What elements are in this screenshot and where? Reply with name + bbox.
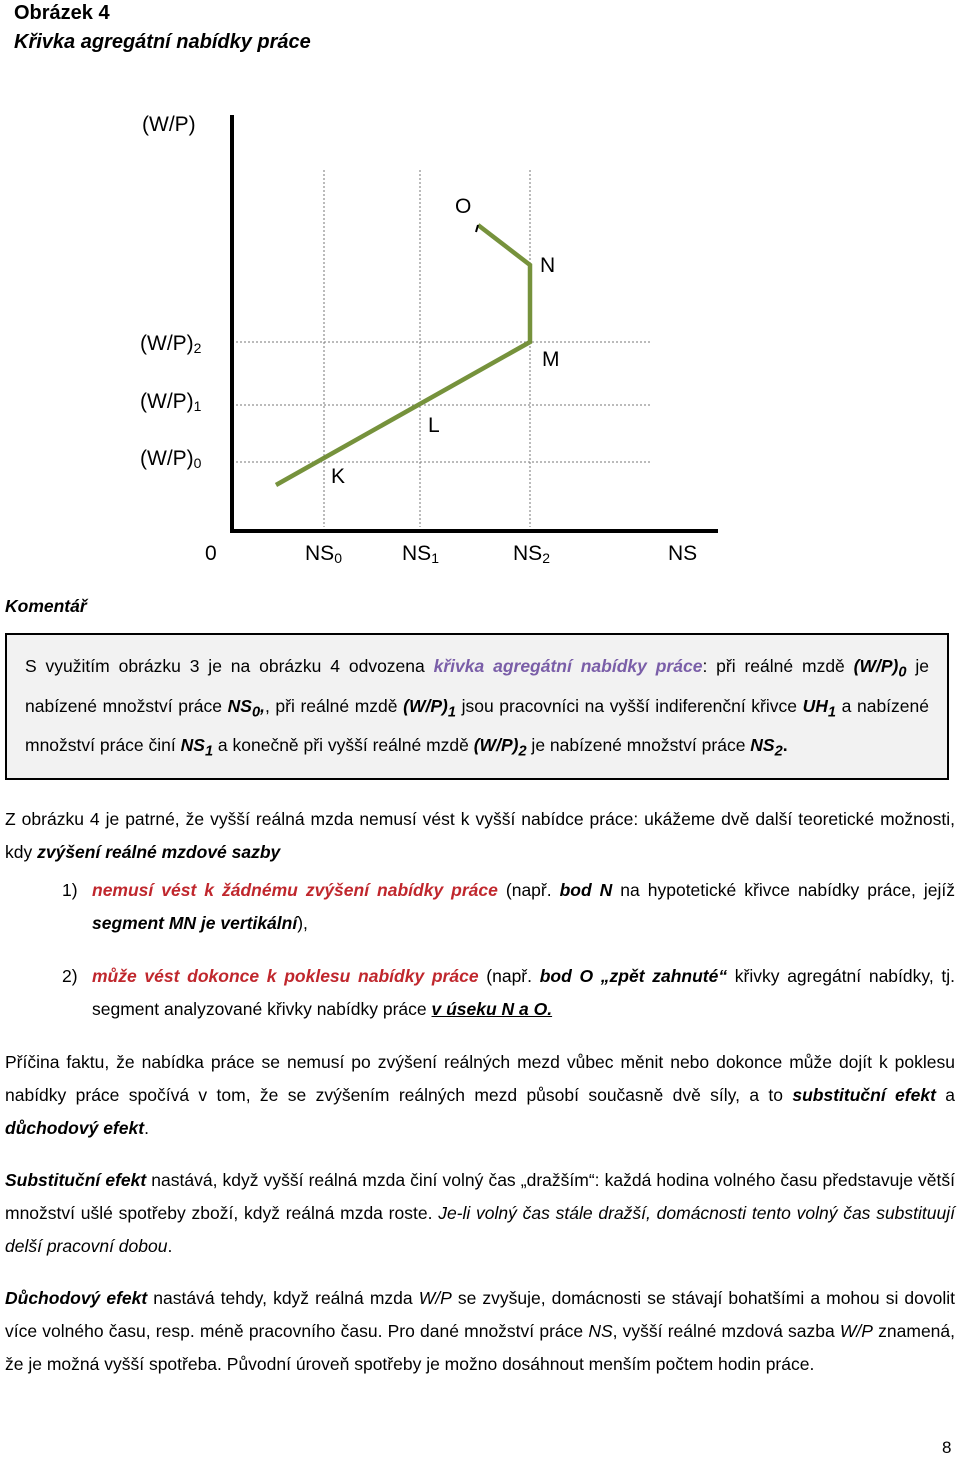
paragraph-4: Substituční efekt nastává, když vyšší reálná mzda činí volný čas „dražším“: každá hodina volného času představuje větší množství ušlé spotřeby zboží, když reálná mzda roste. Je-li volný čas stále dražší, domácnosti tento volný čas substituují delší pracovní dobou. [5, 1170, 955, 1256]
point-l-label: L [428, 414, 440, 437]
labor-supply-curve [276, 225, 530, 485]
y-axis-label: (W/P) [142, 113, 196, 136]
point-n-label: N [540, 254, 556, 277]
list-item-2: 2) může vést dokonce k poklesu nabídky práce (např. bod O „zpět zahnuté“ křivky agregátní nabídky, tj. segment analyzované křivky nabídky práce v úseku N a O. [62, 966, 956, 1019]
list-item-1: 1) nemusí vést k žádnému zvýšení nabídky práce (např. bod N na hypotetické křivce nabídky práce, jejíž segment MN je vertikální), [62, 880, 955, 933]
comment-heading: Komentář [5, 596, 87, 616]
labor-supply-diagram [0, 0, 960, 600]
x-origin-label: 0 [205, 542, 217, 565]
wage-level-2: $(W/P)_2$ [140, 332, 202, 356]
figure-title: Křivka agregátní nabídky práce [14, 31, 311, 53]
figure-number: Obrázek 4 [14, 2, 110, 24]
x-axis-label: NS [668, 542, 698, 565]
paragraph-2: Z obrázku 4 je patrné, že vyšší reálná mzda nemusí vést k vyšší nabídce práce: ukážeme dvě další teoretické možnosti, kdy zvýšení reálné mzdové sazby [5, 809, 955, 862]
paragraph-3: Příčina faktu, že nabídka práce se nemusí po zvýšení reálných mezd vůbec měnit nebo dokonce může dojít k poklesu nabídky práce spočívá v tom, že se zvýšením reálných mezd působí současně dvě síly, a to substituční efekt a důchodový efekt. [5, 1052, 955, 1138]
highlight-term: křivka agregátní nabídky práce [433, 656, 703, 676]
curve-tick-o [476, 225, 478, 232]
page-number: 8 [942, 1438, 952, 1457]
ns0-label: $NS_0$ [305, 542, 342, 566]
paragraph-5: Důchodový efekt nastává tehdy, když reálná mzda W/P se zvyšuje, domácnosti se stávají bohatšími a mohou si dovolit více volného času, resp. méně pracovního času. Pro dané množství práce NS, vyšší reálné mzdová sazba W/P znamená, že je možná vyšší spotřeba. Původní úroveň spotřeby je možno dosáhnout menším počtem hodin práce. [5, 1288, 956, 1374]
ns2-label: $NS_2$ [513, 542, 550, 566]
comment-box: S využitím obrázku 3 je na obrázku 4 odvozena křivka agregátní nabídky práce: při reálné mzdě $(W/P)_0$ je nabízené množství práce $NS_0$,, při reálné mzdě $(W/P)_1$ jsou pracovníci na vyšší indiferenční křivce $UH_1$ a nabízené množství práce činí $NS_1$ a konečně při vyšší reálné mzdě $(W/P)_2$ je nabízené množství práce $NS_2$. [5, 633, 949, 780]
wage-level-1: $(W/P)_1$ [140, 390, 202, 414]
wage-level-0: $(W/P)_0$ [140, 447, 202, 471]
point-m-label: M [542, 348, 560, 371]
ns1-label: $NS_1$ [402, 542, 439, 566]
point-k-label: K [331, 465, 346, 488]
point-o-label: O [455, 195, 472, 218]
